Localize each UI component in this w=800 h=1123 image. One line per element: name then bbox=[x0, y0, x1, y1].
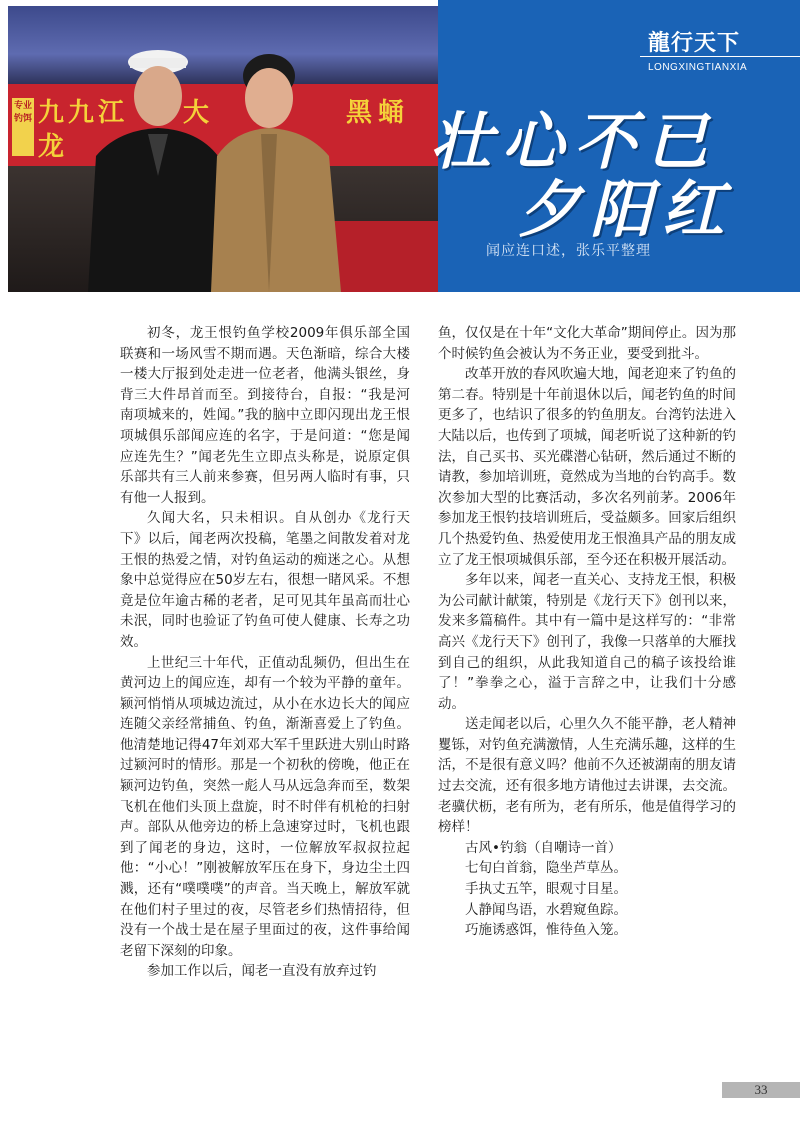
paragraph: 参加工作以后，闻老一直没有放弃过钓 bbox=[147, 963, 377, 980]
article-column-left bbox=[120, 323, 410, 982]
article-byline: 闻应连口述，张乐平整理 bbox=[486, 243, 651, 259]
paragraph: 送走闻老以后，心里久久不能平静，老人精神矍铄，对钓鱼充满激情，人生充满乐趣，这样的生活，不是很有意义吗？他前不久还被湖南的朋友请过去交流，还有很多地方请他过去讲课，去交流。老骥伏枥，老有所为，老有所乐，他是值得学习的榜样！ bbox=[438, 716, 736, 836]
banner-char: 九 bbox=[68, 98, 95, 128]
brand-name-en: LONGXINGTIANXIA bbox=[648, 62, 748, 73]
paragraph: 初冬，龙王恨钓鱼学校2009年俱乐部全国联赛和一场风雪不期而遇。天色渐暗，综合大楼一楼大厅报到处走进一位老者，他满头银丝，身背三大件昂首而至。到接待台，自报：“我是河南项城来的，姓闻。”我的脑中立即闪现出龙王恨项城俱乐部闻应连的名字，于是问道：“您是闻应连先生？”闻老先生立即点头称是，说原定俱乐部共有三人前来参赛，但另两人临时有事，只有他一人报到。 bbox=[120, 325, 410, 506]
poem-line: 巧施诱惑饵，惟待鱼入笼。 bbox=[465, 922, 627, 939]
poem-line: 人静闻鸟语，水碧窥鱼踪。 bbox=[465, 901, 627, 918]
poem-title: 古风•钓翁（自嘲诗一首） bbox=[465, 839, 622, 856]
banner-char: 大 bbox=[183, 98, 210, 128]
banner-char: 龙 bbox=[38, 132, 65, 162]
magazine-brand bbox=[648, 26, 748, 73]
paragraph: 多年以来，闻老一直关心、支持龙王恨，积极为公司献计献策，特别是《龙行天下》创刊以来，发来多篇稿件。其中有一篇中是这样写的：“非常高兴《龙行天下》创刊了，我像一只落单的大雁找到自己的组织，从此我知道自己的稿子该投给谁了！”拳拳之心，溢于言辞之中，让我们十分感动。 bbox=[438, 572, 736, 712]
paragraph: 改革开放的春风吹遍大地，闻老迎来了钓鱼的第二春。特别是十年前退休以后，闻老钓鱼的时间更多了，也结识了很多的钓鱼朋友。台湾钓法进入大陆以后，也传到了项城，闻老听说了这种新的钓法，自己买书、买光碟潜心钻研，然后通过不断的请教，参加培训班，竟然成为当地的台钓高手。数次参加大型的比赛活动，多次名列前茅。2006年参加龙王恨钓技培训班后，受益颇多。回家后组织几个热爱钓鱼、热爱使用龙王恨渔具产品的朋友成立了龙王恨项城俱乐部，至今还在积极开展活动。 bbox=[438, 366, 736, 568]
poem-line: 手执丈五竿，眼观寸目星。 bbox=[465, 881, 627, 898]
banner-char: 九 bbox=[38, 98, 65, 128]
page-number: 33 bbox=[754, 1082, 768, 1097]
younger-man-figure bbox=[211, 46, 351, 292]
paragraph: 久闻大名，只未相识。自从创办《龙行天下》以后，闻老两次投稿，笔墨之间散发着对龙王恨的热爱之情，对钓鱼运动的痴迷之心。从想象中总觉得应在50岁左右，很想一睹风采。不想竟是位年逾古稀的老者，足可见其年虽高而壮心未泯，同时也验证了钓鱼可使人健康、长寿之功效。 bbox=[120, 510, 410, 650]
photo-sign: 专业钓饵 bbox=[12, 98, 34, 156]
poem bbox=[438, 838, 736, 941]
banner-char: 黑 bbox=[346, 98, 373, 128]
article-title-line-2: 夕阳红 bbox=[518, 173, 735, 246]
page-number-bar bbox=[722, 1082, 800, 1098]
poem-line: 七旬白首翁，隐坐芦草丛。 bbox=[465, 860, 627, 877]
paragraph: 上世纪三十年代，正值动乱频仍，但出生在黄河边上的闻应连，却有一个较为平静的童年。颍河悄悄从项城边流过，从小在水边长大的闻应连随父亲经常捕鱼、钓鱼，渐渐喜爱上了钓鱼。他清楚地记得47年刘邓大军千里跃进大别山时路过颍河时的情形。那是一个初秋的傍晚，他正在颍河边钓鱼，突然一彪人马从远急奔而至，数架飞机在他们头顶上盘旋，时不时伴有机枪的扫射声。部队从他旁边的桥上急速穿过时，飞机也跟到了闻老的身边，这时，一位解放军叔叔拉起他：“小心！”刚被解放军压在身下，身边尘土四溅，还有“噗噗噗”的声音。当天晚上，解放军就在他们村子里过的夜，尽管老乡们热情招待，但没有一个战士是在屋子里面过的夜，这件事给闻老留下深刻的印象。 bbox=[120, 654, 410, 959]
article-title-line-1: 壮心不已 bbox=[430, 105, 719, 178]
paragraph: 鱼，仅仅是在十年“文化大革命”期间停止。因为那个时候钓鱼会被认为不务正业，要受到批斗。 bbox=[438, 325, 736, 362]
article-column-right bbox=[438, 323, 736, 941]
banner-char: 蛹 bbox=[378, 98, 405, 128]
banner-char: 江 bbox=[98, 98, 125, 128]
elderly-man-figure bbox=[78, 46, 223, 292]
cover-photo bbox=[8, 6, 438, 292]
brand-name-cn: 龍行天下 bbox=[648, 30, 741, 56]
brand-rule bbox=[640, 56, 800, 57]
